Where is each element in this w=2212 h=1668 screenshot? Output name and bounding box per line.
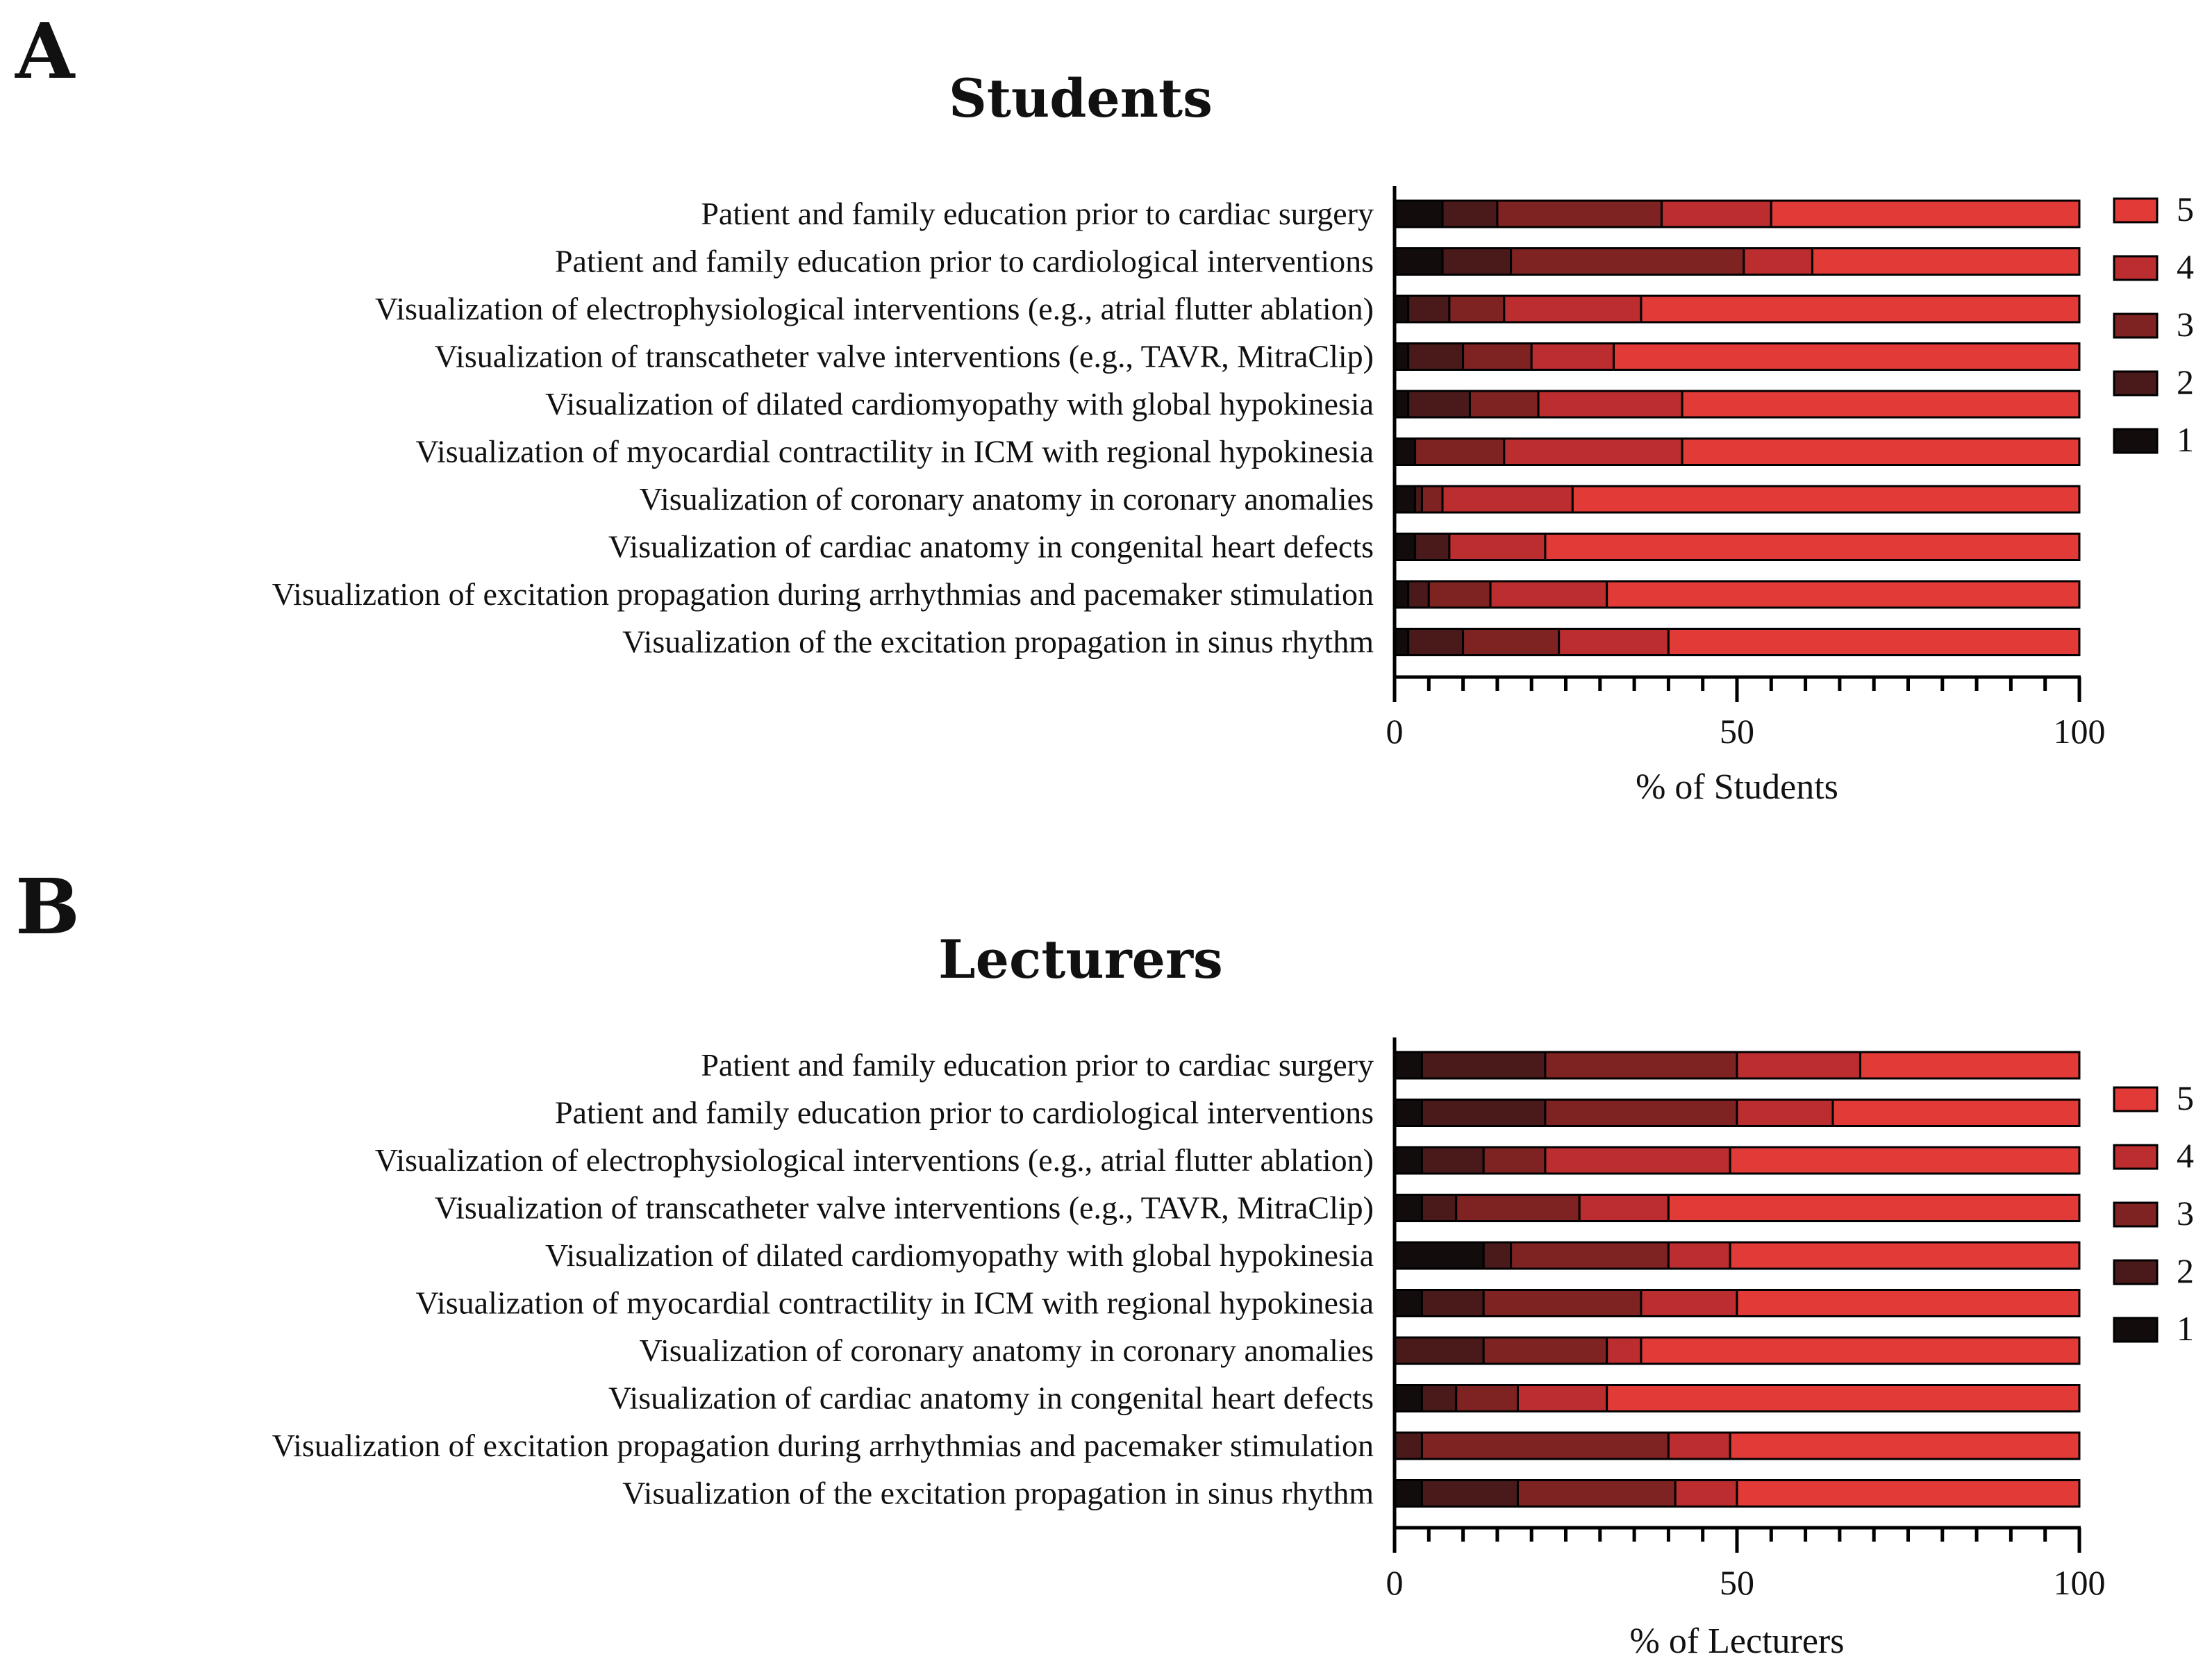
chart-title: Lecturers: [938, 928, 1223, 990]
legend-label: 4: [2177, 247, 2194, 286]
bar-segment-2: [1408, 344, 1463, 370]
bar-segment-4: [1668, 1242, 1730, 1269]
bar-segment-3: [1463, 629, 1559, 656]
bar-segment-3: [1422, 486, 1442, 512]
bar-segment-2: [1483, 1242, 1511, 1269]
panel-letter: B: [15, 862, 80, 951]
bar-segment-5: [1737, 1481, 2079, 1507]
bar-segment-4: [1538, 391, 1682, 417]
bar-segment-5: [1737, 1290, 2079, 1317]
bar-segment-4: [1531, 344, 1613, 370]
bar-segment-1: [1395, 1052, 1422, 1078]
bar-segment-4: [1668, 1433, 1730, 1459]
legend-swatch-5: [2114, 199, 2157, 222]
legend-swatch-4: [2114, 1145, 2157, 1169]
bar-segment-5: [1607, 581, 2079, 608]
bar-segment-4: [1545, 1147, 1730, 1174]
bar-segment-2: [1408, 296, 1449, 322]
bar-segment-4: [1737, 1100, 1833, 1126]
category-label: Visualization of coronary anatomy in coronary anomalies: [639, 1333, 1374, 1368]
category-label: Visualization of transcatheter valve interventions (e.g., TAVR, MitraClip): [434, 1190, 1374, 1226]
bar-segment-5: [1607, 1385, 2079, 1412]
category-label: Visualization of the excitation propagation in sinus rhythm: [622, 1475, 1374, 1511]
x-axis-title: % of Lecturers: [1629, 1621, 1845, 1661]
bar-segment-2: [1422, 1147, 1483, 1174]
bar-segment-1: [1395, 296, 1408, 322]
category-label: Patient and family education prior to cardiological interventions: [554, 243, 1374, 279]
bar-segment-1: [1395, 581, 1408, 608]
bar-segment-1: [1395, 1147, 1422, 1174]
legend-label: 1: [2177, 420, 2194, 459]
bar-segment-5: [1668, 629, 2079, 656]
bar-segment-5: [1641, 1337, 2079, 1364]
bar-segment-5: [1641, 296, 2079, 322]
category-label: Patient and family education prior to cardiac surgery: [701, 1047, 1374, 1083]
bar-segment-5: [1682, 439, 2079, 465]
bar-segment-5: [1860, 1052, 2079, 1078]
legend-label: 1: [2177, 1309, 2194, 1348]
bar-segment-5: [1668, 1195, 2079, 1221]
category-label: Visualization of excitation propagation during arrhythmias and pacemaker stimulation: [272, 1428, 1374, 1463]
bar-segment-4: [1675, 1481, 1737, 1507]
bar-segment-3: [1415, 439, 1504, 465]
bar-segment-4: [1517, 1385, 1606, 1412]
legend-label: 3: [2177, 305, 2194, 344]
category-label: Patient and family education prior to cardiac surgery: [701, 196, 1374, 231]
bar-segment-3: [1545, 1052, 1737, 1078]
category-label: Visualization of electrophysiological interventions (e.g., atrial flutter ablation): [374, 1142, 1374, 1178]
bar-segment-2: [1422, 1481, 1517, 1507]
x-tick-label: 100: [2053, 712, 2106, 751]
bar-segment-1: [1395, 1290, 1422, 1317]
category-label: Visualization of cardiac anatomy in congenital heart defects: [608, 1380, 1374, 1416]
bar-segment-3: [1470, 391, 1538, 417]
bar-segment-3: [1456, 1195, 1579, 1221]
chart-title: Students: [949, 67, 1213, 129]
category-label: Visualization of myocardial contractility in ICM with regional hypokinesia: [415, 433, 1374, 469]
category-label: Visualization of the excitation propagation in sinus rhythm: [622, 624, 1374, 660]
category-label: Visualization of coronary anatomy in coronary anomalies: [639, 481, 1374, 517]
x-tick-label: 50: [1720, 712, 1754, 751]
bar-segment-1: [1395, 629, 1408, 656]
category-label: Visualization of dilated cardiomyopathy with global hypokinesia: [545, 386, 1374, 422]
bar-segment-3: [1449, 296, 1504, 322]
x-tick-label: 50: [1720, 1563, 1754, 1602]
bar-segment-2: [1415, 534, 1449, 560]
bar-segment-3: [1483, 1337, 1606, 1364]
legend-swatch-4: [2114, 256, 2157, 280]
legend-swatch-3: [2114, 314, 2157, 337]
bar-segment-2: [1442, 201, 1497, 227]
bar-segment-2: [1408, 581, 1429, 608]
bar-segment-5: [1572, 486, 2079, 512]
bar-segment-2: [1408, 391, 1470, 417]
bar-segment-1: [1395, 201, 1442, 227]
bar-segment-5: [1730, 1433, 2079, 1459]
bar-segment-4: [1442, 486, 1572, 512]
category-label: Visualization of transcatheter valve interventions (e.g., TAVR, MitraClip): [434, 338, 1374, 374]
x-tick-label: 100: [2053, 1563, 2106, 1602]
bar-segment-3: [1511, 249, 1744, 275]
panel-letter: A: [15, 6, 75, 96]
bar-segment-2: [1395, 1433, 1422, 1459]
bar-segment-4: [1744, 249, 1813, 275]
bar-segment-2: [1395, 1337, 1483, 1364]
bar-segment-3: [1511, 1242, 1669, 1269]
legend-label: 2: [2177, 1251, 2194, 1290]
bar-segment-1: [1395, 1195, 1422, 1221]
category-label: Patient and family education prior to cardiological interventions: [554, 1094, 1374, 1131]
legend-swatch-1: [2114, 429, 2157, 453]
bar-segment-1: [1395, 439, 1415, 465]
bar-segment-3: [1545, 1100, 1737, 1126]
legend-swatch-1: [2114, 1318, 2157, 1342]
legend-label: 3: [2177, 1194, 2194, 1233]
bar-segment-1: [1395, 1385, 1422, 1412]
bar-segment-5: [1682, 391, 2079, 417]
bar-segment-1: [1395, 1100, 1422, 1126]
bar-segment-5: [1833, 1100, 2079, 1126]
legend-label: 5: [2177, 190, 2194, 228]
bar-segment-3: [1456, 1385, 1518, 1412]
legend-label: 5: [2177, 1078, 2194, 1117]
legend-label: 2: [2177, 362, 2194, 401]
legend-label: 4: [2177, 1136, 2194, 1175]
bar-segment-5: [1771, 201, 2079, 227]
bar-segment-4: [1490, 581, 1607, 608]
bar-segment-3: [1517, 1481, 1675, 1507]
x-tick-label: 0: [1386, 712, 1404, 751]
bar-segment-4: [1559, 629, 1669, 656]
bar-segment-4: [1737, 1052, 1860, 1078]
bar-segment-1: [1395, 534, 1415, 560]
bar-segment-4: [1579, 1195, 1668, 1221]
bar-segment-1: [1395, 391, 1408, 417]
bar-segment-2: [1422, 1195, 1456, 1221]
bar-segment-4: [1641, 1290, 1737, 1317]
category-label: Visualization of excitation propagation during arrhythmias and pacemaker stimulation: [272, 576, 1374, 612]
bar-segment-5: [1812, 249, 2079, 275]
bar-segment-4: [1504, 296, 1641, 322]
bar-segment-5: [1730, 1242, 2079, 1269]
category-label: Visualization of electrophysiological interventions (e.g., atrial flutter ablation): [374, 291, 1374, 326]
category-label: Visualization of dilated cardiomyopathy with global hypokinesia: [545, 1237, 1374, 1273]
bar-segment-2: [1422, 1052, 1545, 1078]
bar-segment-1: [1395, 486, 1415, 512]
bar-segment-3: [1429, 581, 1490, 608]
bar-segment-4: [1662, 201, 1772, 227]
legend-swatch-3: [2114, 1203, 2157, 1226]
bar-segment-4: [1504, 439, 1682, 465]
legend-swatch-2: [2114, 372, 2157, 395]
bar-segment-3: [1483, 1147, 1545, 1174]
category-label: Visualization of myocardial contractility in ICM with regional hypokinesia: [415, 1285, 1374, 1321]
bar-segment-3: [1422, 1433, 1668, 1459]
bar-segment-2: [1422, 1100, 1545, 1126]
bar-segment-5: [1614, 344, 2079, 370]
bar-segment-1: [1395, 249, 1442, 275]
bar-segment-1: [1395, 1242, 1483, 1269]
category-label: Visualization of cardiac anatomy in congenital heart defects: [608, 528, 1374, 565]
bar-segment-1: [1395, 344, 1408, 370]
bar-segment-2: [1422, 1385, 1456, 1412]
bar-segment-1: [1395, 1481, 1422, 1507]
bar-segment-2: [1408, 629, 1463, 656]
bar-segment-2: [1422, 1290, 1483, 1317]
bar-segment-5: [1545, 534, 2079, 560]
bar-segment-2: [1442, 249, 1511, 275]
x-tick-label: 0: [1386, 1563, 1404, 1602]
bar-segment-3: [1483, 1290, 1641, 1317]
bar-segment-3: [1463, 344, 1532, 370]
bar-segment-4: [1449, 534, 1545, 560]
bar-segment-3: [1497, 201, 1662, 227]
bar-segment-4: [1607, 1337, 1641, 1364]
legend-swatch-2: [2114, 1260, 2157, 1284]
legend-swatch-5: [2114, 1087, 2157, 1111]
bar-segment-5: [1730, 1147, 2079, 1174]
x-axis-title: % of Students: [1636, 767, 1838, 807]
